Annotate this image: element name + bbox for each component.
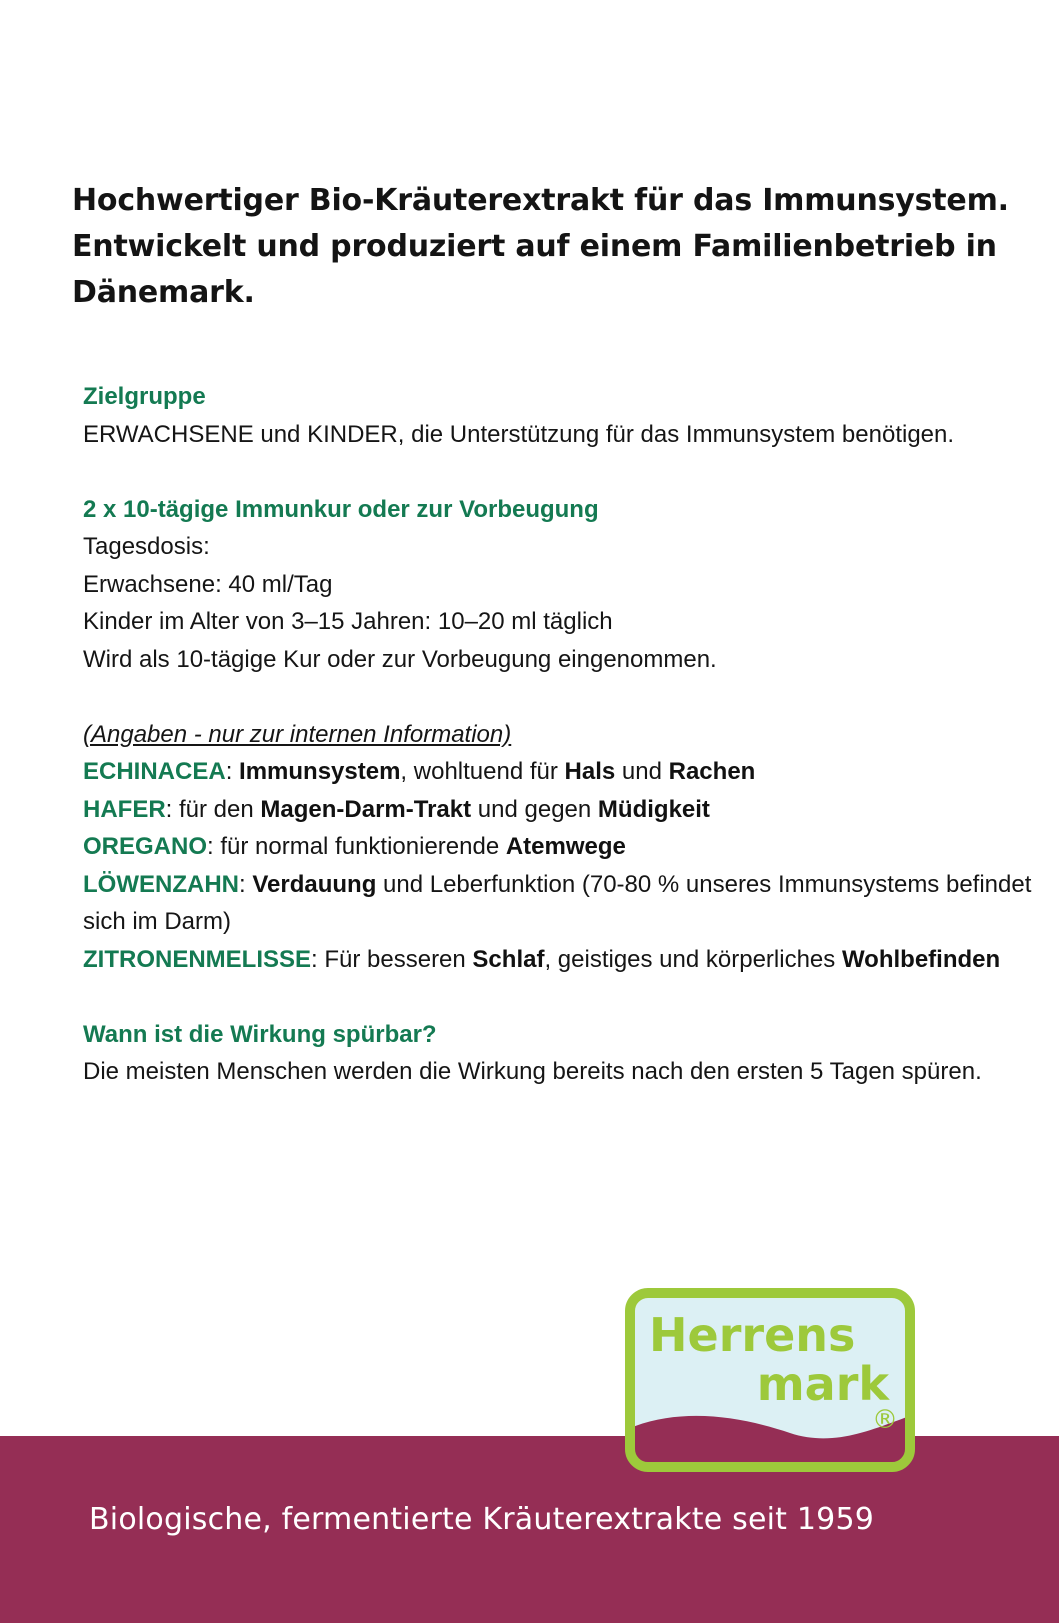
- headline-line-3: Dänemark.: [72, 275, 255, 310]
- headline-line-1: Hochwertiger Bio-Kräuterextrakt für das Immunsystem.: [72, 183, 1009, 218]
- ingredient-text: und: [615, 758, 669, 785]
- ingredient-highlight: Wohlbefinden: [841, 945, 1001, 973]
- ingredient-highlight: Hals: [564, 758, 616, 785]
- footer-tagline: Biologische, fermentierte Kräuterextrakte seit 1959: [89, 1502, 875, 1537]
- ingredient-echinacea: [83, 753, 1033, 791]
- ingredient-name: HAFER: [83, 795, 166, 823]
- ingredient-text: und gegen: [471, 795, 598, 823]
- headline-line-2: Entwickelt und produziert auf einem Familienbetrieb in: [72, 229, 997, 264]
- ingredient-loewenzahn: [83, 866, 1033, 941]
- ingredients-note: (Angaben - nur zur internen Information): [83, 720, 512, 748]
- logo-word-herrens: Herrens: [649, 1308, 856, 1362]
- ingredient-highlight: Immunsystem: [239, 758, 401, 785]
- ingredient-highlight: Verdauung: [252, 870, 377, 898]
- ingredient-text: , wohltuend für: [400, 758, 565, 785]
- dosage-line: Erwachsene: 40 ml/Tag: [83, 570, 333, 598]
- dosage-heading: 2 x 10-tägige Immunkur oder zur Vorbeugung: [83, 495, 599, 523]
- ingredient-highlight: Schlaf: [472, 945, 545, 973]
- ingredient-highlight: Magen-Darm-Trakt: [260, 795, 472, 823]
- registered-mark: ®: [872, 1405, 898, 1435]
- ingredient-text: : Für besseren: [311, 945, 473, 973]
- ingredient-name: LÖWENZAHN: [83, 870, 239, 898]
- spacer: [83, 978, 1033, 1016]
- target-text: ERWACHSENE und KINDER, die Unterstützung für das Immunsystem benötigen.: [83, 420, 955, 448]
- ingredient-highlight: Rachen: [668, 758, 756, 785]
- effect-heading: Wann ist die Wirkung spürbar?: [83, 1020, 437, 1048]
- ingredient-text: :: [225, 758, 240, 785]
- logo-word-mark: mark: [756, 1357, 889, 1411]
- ingredient-highlight: Müdigkeit: [597, 795, 710, 823]
- ingredient-text: , geistiges und körperliches: [544, 945, 842, 973]
- ingredient-name: ZITRONENMELISSE: [83, 945, 312, 973]
- dosage-line: Kinder im Alter von 3–15 Jahren: 10–20 ml täglich: [83, 608, 613, 635]
- ingredient-text: und Leberfunktion (70-80 % unseres Immunsystems befindet sich im Darm): [83, 870, 1032, 935]
- ingredient-hafer: [83, 791, 1033, 829]
- ingredient-text: : für normal funktionierende: [207, 833, 506, 860]
- product-info: [83, 378, 1033, 1091]
- ingredient-name: OREGANO: [83, 833, 208, 860]
- ingredient-name: ECHINACEA: [83, 758, 226, 785]
- ingredient-text: : für den: [165, 795, 261, 823]
- ingredient-zitronenmelisse: [83, 941, 1033, 979]
- ingredient-highlight: Atemwege: [505, 833, 626, 860]
- spacer: [83, 453, 1033, 491]
- target-heading: Zielgruppe: [83, 383, 206, 410]
- effect-text: Die meisten Menschen werden die Wirkung bereits nach den ersten 5 Tagen spüren.: [83, 1058, 982, 1085]
- ingredient-text: :: [238, 870, 253, 898]
- dosage-line: Tagesdosis:: [83, 533, 210, 560]
- ingredient-oregano: [83, 828, 1033, 866]
- dosage-line: Wird als 10-tägige Kur oder zur Vorbeugung eingenommen.: [83, 645, 717, 673]
- herrensmark-logo: [625, 1288, 915, 1472]
- spacer: [83, 678, 1033, 716]
- headline: [72, 178, 1032, 316]
